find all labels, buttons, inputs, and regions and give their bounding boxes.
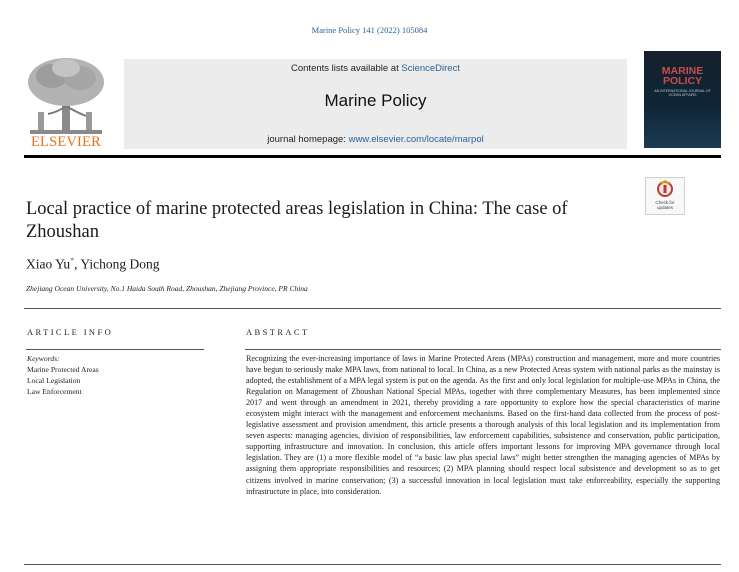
elsevier-wordmark[interactable]: ELSEVIER [30,134,102,150]
abstract-rule [245,349,721,350]
check-updates-icon [657,180,673,198]
check-for-updates-button[interactable] [645,177,685,215]
header-divider [24,155,721,158]
cover-subtitle: AN INTERNATIONAL JOURNAL OF OCEAN AFFAIRS [654,89,711,97]
journal-name: Marine Policy [324,91,427,110]
keywords-label: Keywords: [27,354,60,363]
author-name[interactable]: Yichong Dong [80,256,160,272]
check-label-line2: updates [656,205,673,210]
article-info-rule [26,349,204,350]
homepage-prefix: journal homepage: [267,134,349,145]
author-list [26,256,160,273]
cover-title [644,66,721,86]
article-info-heading: ARTICLE INFO [27,327,114,337]
bottom-divider [24,564,721,565]
author-name[interactable]: Xiao Yu [26,256,71,272]
check-for-updates-label [646,200,684,210]
author-separator: , [74,256,81,272]
check-label-line1: Check for [655,200,675,205]
keywords-block [27,353,99,397]
contents-prefix: Contents lists available at [291,63,402,74]
journal-header-band [124,59,627,149]
journal-homepage-link[interactable]: www.elsevier.com/locate/marpol [348,134,484,145]
cover-title-line2: POLICY [662,75,703,87]
keyword-item: Local Legislation [27,376,81,385]
keyword-item: Marine Protected Areas [27,365,99,374]
section-divider [24,308,721,309]
article-title: Local practice of marine protected areas legislation in China: The case of Zhoushan [26,199,568,242]
abstract-text: Recognizing the ever-increasing importance of laws in Marine Protected Areas (MPAs) construction and management, more and more countries have begun to seriously make MPA laws, from national to local. In China, as a new Protected Areas system with national parks as the mainstay is adopted, the establishment of a MPA legal system is put on the agenda. As the first and only local legislation for multiple-use MPAs in China, the Regulation on Management of Zhoushan National Special MPAs, together with three complementary Measures, has been implemented since 2017 and went through an amendment in 2021, thereby providing a rare opportunity to explore how the special characteristics of marine ecosystem might interact with the management and enforcement mechanisms. Based on the first-hand data collected from the process of post-legislative assessment and provision amendment, this article presents a thorough analysis of this local legislation and its implementation from seven aspects: managing agencies, division of responsibilities, law enforcement capabilities, subsistence and conservation, public participation, supporting infrastructure and innovation. In conclusion, this article offers important lessons for improving MPA governance through local legislation. They are (1) a more flexible model of “a basic law plus special laws” might better strengthen the managing agencies of MPAs by assigning them appropriate responsibilities and resources; (2) MPA planning should respect local subsistence and development so as to get citizens involved in marine conservation; (3) a successful innovation in local legislation must take enforceability, especially the supporting infrastructure in place, into consideration. [246,354,720,496]
journal-citation[interactable]: Marine Policy 141 (2022) 105084 [311,25,428,35]
journal-cover-image[interactable] [644,51,721,148]
contents-available-line [124,63,627,74]
abstract-heading: ABSTRACT [246,327,310,337]
sciencedirect-link[interactable]: ScienceDirect [401,63,460,74]
corresponding-author-mark[interactable]: * [70,256,75,265]
author-affiliation: Zhejiang Ocean University, No.1 Haida South Road, Zhoushan, Zhejiang Province, PR China [26,284,308,293]
journal-homepage-line [124,134,627,145]
keyword-item: Law Enforcement [27,387,82,396]
cover-title-line1: MARINE [661,65,704,77]
